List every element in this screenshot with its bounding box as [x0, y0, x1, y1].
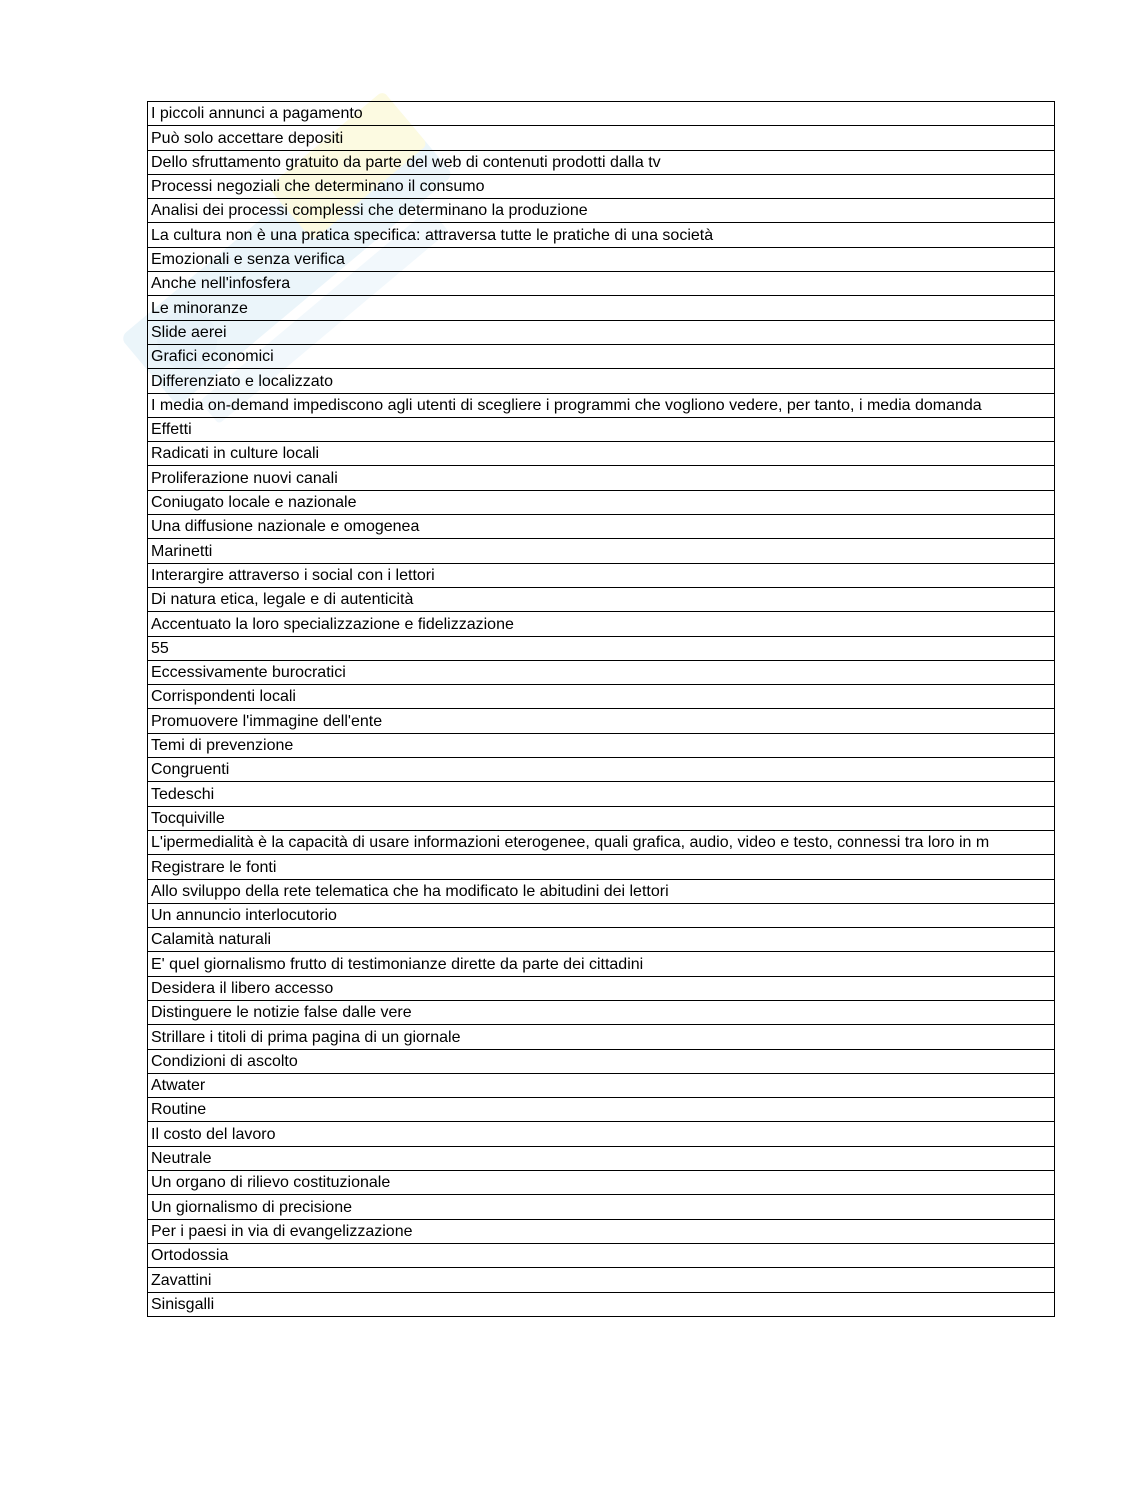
table-row	[148, 1122, 1055, 1146]
table-cell: E' quel giornalismo frutto di testimonianze dirette da parte dei cittadini	[148, 952, 1055, 976]
table-row	[148, 782, 1055, 806]
table-row	[148, 563, 1055, 587]
table-row	[148, 952, 1055, 976]
table-row	[148, 126, 1055, 150]
table-cell: Proliferazione nuovi canali	[148, 466, 1055, 490]
table-cell: Può solo accettare depositi	[148, 126, 1055, 150]
table-cell: Differenziato e localizzato	[148, 369, 1055, 393]
table-row	[148, 1219, 1055, 1243]
table-row	[148, 855, 1055, 879]
table-row	[148, 296, 1055, 320]
table-row	[148, 1292, 1055, 1316]
table-cell: Analisi dei processi complessi che determinano la produzione	[148, 199, 1055, 223]
table-cell: Congruenti	[148, 758, 1055, 782]
table-cell: Interargire attraverso i social con i lettori	[148, 563, 1055, 587]
table-row	[148, 903, 1055, 927]
table-row	[148, 272, 1055, 296]
table-row	[148, 879, 1055, 903]
table-cell: Una diffusione nazionale e omogenea	[148, 515, 1055, 539]
table-row	[148, 102, 1055, 126]
table-cell: Allo sviluppo della rete telematica che ha modificato le abitudini dei lettori	[148, 879, 1055, 903]
table-row	[148, 1000, 1055, 1024]
table-row	[148, 733, 1055, 757]
table-row	[148, 344, 1055, 368]
table-cell: Routine	[148, 1098, 1055, 1122]
table-cell: Strillare i titoli di prima pagina di un giornale	[148, 1025, 1055, 1049]
table-cell: Effetti	[148, 417, 1055, 441]
table-cell: L'ipermedialità è la capacità di usare informazioni eterogenee, quali grafica, audio, video e testo, connessi tra loro in m	[148, 830, 1055, 854]
table-row	[148, 587, 1055, 611]
table-cell: Neutrale	[148, 1146, 1055, 1170]
table-row	[148, 442, 1055, 466]
table-cell: Emozionali e senza verifica	[148, 247, 1055, 271]
table-cell: Il costo del lavoro	[148, 1122, 1055, 1146]
table-cell: Dello sfruttamento gratuito da parte del web di contenuti prodotti dalla tv	[148, 150, 1055, 174]
table-cell: Radicati in culture locali	[148, 442, 1055, 466]
table-row	[148, 1098, 1055, 1122]
table-cell: Un organo di rilievo costituzionale	[148, 1171, 1055, 1195]
table-row	[148, 539, 1055, 563]
table-cell: Eccessivamente burocratici	[148, 660, 1055, 684]
table-row	[148, 247, 1055, 271]
table-cell: Marinetti	[148, 539, 1055, 563]
table-cell: Calamità naturali	[148, 928, 1055, 952]
table-row	[148, 1146, 1055, 1170]
table-cell: Anche nell'infosfera	[148, 272, 1055, 296]
table-row	[148, 976, 1055, 1000]
answer-table-body	[148, 102, 1055, 1317]
table-row	[148, 1243, 1055, 1267]
table-cell: Coniugato locale e nazionale	[148, 490, 1055, 514]
table-cell: Desidera il libero accesso	[148, 976, 1055, 1000]
table-cell: 55	[148, 636, 1055, 660]
table-cell: Tocquiville	[148, 806, 1055, 830]
table-row	[148, 466, 1055, 490]
table-row	[148, 636, 1055, 660]
table-cell: I piccoli annunci a pagamento	[148, 102, 1055, 126]
table-cell: Ortodossia	[148, 1243, 1055, 1267]
table-row	[148, 1025, 1055, 1049]
table-row	[148, 150, 1055, 174]
table-cell: Slide aerei	[148, 320, 1055, 344]
table-row	[148, 223, 1055, 247]
table-cell: Accentuato la loro specializzazione e fidelizzazione	[148, 612, 1055, 636]
table-row	[148, 1073, 1055, 1097]
table-row	[148, 1195, 1055, 1219]
table-cell: Le minoranze	[148, 296, 1055, 320]
table-cell: Un giornalismo di precisione	[148, 1195, 1055, 1219]
table-cell: Distinguere le notizie false dalle vere	[148, 1000, 1055, 1024]
table-cell: Registrare le fonti	[148, 855, 1055, 879]
table-cell: Corrispondenti locali	[148, 685, 1055, 709]
table-row	[148, 1268, 1055, 1292]
table-row	[148, 174, 1055, 198]
table-row	[148, 928, 1055, 952]
table-row	[148, 758, 1055, 782]
table-row	[148, 1049, 1055, 1073]
table-cell: Promuovere l'immagine dell'ente	[148, 709, 1055, 733]
table-row	[148, 320, 1055, 344]
table-cell: Condizioni di ascolto	[148, 1049, 1055, 1073]
table-cell: Per i paesi in via di evangelizzazione	[148, 1219, 1055, 1243]
table-cell: Zavattini	[148, 1268, 1055, 1292]
table-cell: La cultura non è una pratica specifica: attraversa tutte le pratiche di una società	[148, 223, 1055, 247]
table-row	[148, 709, 1055, 733]
table-cell: Temi di prevenzione	[148, 733, 1055, 757]
table-row	[148, 393, 1055, 417]
table-row	[148, 830, 1055, 854]
table-row	[148, 490, 1055, 514]
table-cell: Processi negoziali che determinano il consumo	[148, 174, 1055, 198]
answer-table	[147, 101, 1055, 1317]
table-row	[148, 685, 1055, 709]
table-cell: Atwater	[148, 1073, 1055, 1097]
table-row	[148, 806, 1055, 830]
table-cell: Un annuncio interlocutorio	[148, 903, 1055, 927]
table-cell: Tedeschi	[148, 782, 1055, 806]
table-cell: Sinisgalli	[148, 1292, 1055, 1316]
table-row	[148, 417, 1055, 441]
table-cell: Grafici economici	[148, 344, 1055, 368]
table-row	[148, 199, 1055, 223]
table-row	[148, 660, 1055, 684]
table-cell: Di natura etica, legale e di autenticità	[148, 587, 1055, 611]
table-cell: I media on-demand impediscono agli utenti di scegliere i programmi che vogliono vedere, per tanto, i media domanda	[148, 393, 1055, 417]
table-row	[148, 1171, 1055, 1195]
table-row	[148, 515, 1055, 539]
table-row	[148, 369, 1055, 393]
table-row	[148, 612, 1055, 636]
